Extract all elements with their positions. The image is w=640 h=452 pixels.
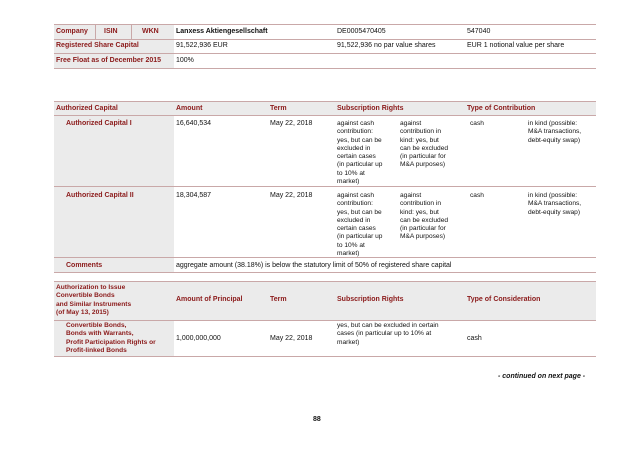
free-float-label: Free Float as of December 2015 <box>56 57 162 64</box>
isin-value: DE0005470405 <box>337 28 386 35</box>
text-line: (of May 13, 2015) <box>56 308 109 316</box>
authorized-capital-ii-term: May 22, 2018 <box>270 192 313 199</box>
text-line: M&A purposes) <box>400 233 446 241</box>
text-line: excluded in <box>337 144 371 152</box>
text-line: can be excluded <box>400 144 449 152</box>
authorized-capital-ii-cash-rights <box>337 192 399 258</box>
text-line: excluded in <box>337 216 371 224</box>
text-line: market) <box>337 338 360 346</box>
authorized-capital-i-label: Authorized Capital I <box>66 120 132 127</box>
text-line: (in particular for <box>400 153 446 161</box>
isin-label: ISIN <box>104 28 118 35</box>
continued-note: - continued on next page - <box>498 373 586 380</box>
text-line: contribution in <box>400 128 442 136</box>
text-line: Profit Participation Rights or <box>66 338 156 346</box>
term-header: Term <box>270 105 287 112</box>
subscription-rights-header: Subscription Rights <box>337 105 404 112</box>
bonds-principal: 1,000,000,000 <box>176 335 221 342</box>
text-line: certain cases <box>337 225 376 233</box>
text-line: yes, but can be <box>337 208 382 216</box>
bonds-subscription <box>337 322 462 347</box>
authorized-capital-i-term: May 22, 2018 <box>270 120 313 127</box>
authorized-capital-ii-type-kind <box>528 192 594 217</box>
amount-header: Amount <box>176 105 203 112</box>
consideration-header: Type of Consideration <box>467 296 541 303</box>
bonds-term: May 22, 2018 <box>270 335 313 342</box>
bonds-instrument-label <box>66 322 156 355</box>
authorized-capital-i-type-cash: cash <box>470 120 484 127</box>
text-line: (in particular up <box>337 161 383 169</box>
authorized-capital-i-amount: 16,640,534 <box>176 120 212 127</box>
authorized-capital-header: Authorized Capital <box>56 105 118 112</box>
comments-label: Comments <box>66 262 103 269</box>
text-line: Bonds with Warrants, <box>66 330 134 338</box>
text-line: kind: yes, but <box>400 136 439 144</box>
text-line: against <box>400 120 422 127</box>
text-line: cases (in particular up to 10% at <box>337 330 432 338</box>
text-line: and Similar Instruments <box>56 300 132 308</box>
text-line: contribution in <box>400 200 442 208</box>
page-number: 88 <box>313 416 321 423</box>
company-name: Lanxess Aktiengesellschaft <box>176 28 268 35</box>
text-line: M&A transactions, <box>528 128 582 136</box>
text-line: (in particular for <box>400 225 446 233</box>
row-rule <box>54 272 596 273</box>
header-separator <box>95 25 96 39</box>
authorized-capital-ii-label: Authorized Capital II <box>66 192 134 199</box>
authorized-capital-i-cash-rights <box>337 120 399 186</box>
text-line: against cash <box>337 120 375 127</box>
text-line: debt-equity swap) <box>528 208 581 216</box>
contribution-type-header: Type of Contribution <box>467 105 536 112</box>
text-line: to 10% at <box>337 241 365 249</box>
text-line: certain cases <box>337 153 376 161</box>
wkn-value: 547040 <box>467 28 491 35</box>
authorized-capital-ii-kind-rights <box>400 192 466 242</box>
authorized-capital-i-type-kind <box>528 120 594 145</box>
company-label: Company <box>56 28 88 35</box>
text-line: market) <box>337 178 360 186</box>
registered-capital-amount: 91,522,936 EUR <box>176 42 228 49</box>
bonds-section-header <box>56 284 131 317</box>
registered-capital-notional: EUR 1 notional value per share <box>467 42 565 49</box>
text-line: Convertible Bonds <box>56 292 115 300</box>
row-rule <box>54 68 596 69</box>
text-line: contribution: <box>337 200 373 208</box>
bonds-subscription-header: Subscription Rights <box>337 296 404 303</box>
free-float-value: 100% <box>176 57 194 64</box>
text-line: kind: yes, but <box>400 208 439 216</box>
text-line: Profit-linked Bonds <box>66 346 127 354</box>
registered-capital-label: Registered Share Capital <box>56 42 139 49</box>
text-line: Convertible Bonds, <box>66 322 127 329</box>
text-line: to 10% at <box>337 169 365 177</box>
text-line: yes, but can be excluded in certain <box>337 322 439 329</box>
registered-capital-shares: 91,522,936 no par value shares <box>337 42 436 49</box>
text-line: (in particular up <box>337 233 383 241</box>
text-line: yes, but can be <box>337 136 382 144</box>
header-separator <box>131 25 132 39</box>
text-line: market) <box>337 250 360 258</box>
bonds-term-header: Term <box>270 296 287 303</box>
text-line: in kind (possible: <box>528 192 578 199</box>
principal-header: Amount of Principal <box>176 296 243 303</box>
text-line: debt-equity swap) <box>528 136 581 144</box>
text-line: in kind (possible: <box>528 120 578 127</box>
text-line: Authorization to Issue <box>56 284 126 291</box>
text-line: can be excluded <box>400 216 449 224</box>
authorized-capital-i-kind-rights <box>400 120 466 170</box>
bonds-consideration: cash <box>467 335 482 342</box>
text-line: M&A purposes) <box>400 161 446 169</box>
wkn-label: WKN <box>142 28 159 35</box>
text-line: M&A transactions, <box>528 200 582 208</box>
text-line: contribution: <box>337 128 373 136</box>
text-line: against cash <box>337 192 375 199</box>
authorized-capital-ii-amount: 18,304,587 <box>176 192 212 199</box>
comments-value: aggregate amount (38.18%) is below the statutory limit of 50% of registered share capital <box>176 262 452 269</box>
authorized-capital-ii-type-cash: cash <box>470 192 484 199</box>
text-line: against <box>400 192 422 199</box>
row-rule <box>54 356 596 357</box>
